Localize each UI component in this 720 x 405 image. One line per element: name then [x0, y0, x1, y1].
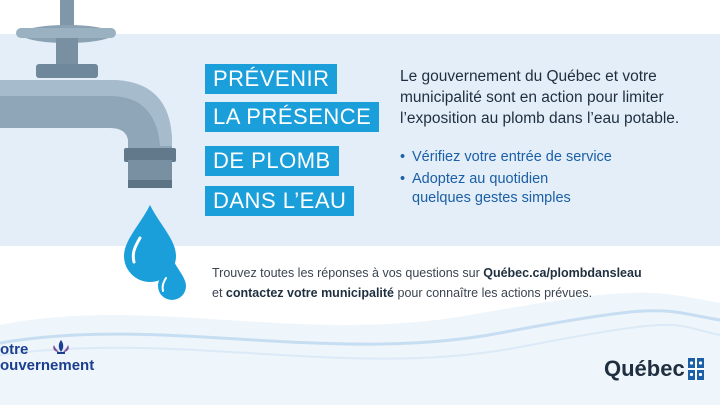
- intro-line: municipalité sont en action pour limiter: [400, 89, 664, 106]
- bullet-text: quelques gestes simples: [412, 190, 571, 206]
- intro-line: l’exposition au plomb dans l’eau potable.: [400, 110, 680, 127]
- bullet-item: [400, 148, 612, 167]
- info-text: [212, 263, 642, 303]
- title-line-4: DANS L’EAU: [205, 186, 354, 216]
- info-text-prefix: et: [212, 286, 226, 300]
- bullet-item: [400, 170, 612, 208]
- votre-gouvernement-line: ouvernement: [0, 357, 95, 374]
- intro-text: [400, 66, 720, 129]
- bullet-dot-icon: •: [400, 149, 406, 165]
- faucet-icon: [0, 0, 200, 300]
- title-line-2: LA PRÉSENCE: [205, 102, 379, 132]
- bullet-text: Vérifiez votre entrée de service: [412, 149, 612, 165]
- bullet-list: [400, 148, 612, 211]
- quebec-flag-icon: [688, 358, 704, 380]
- title-line-1: PRÉVENIR: [205, 64, 337, 94]
- intro-line: Le gouvernement du Québec et votre: [400, 68, 657, 85]
- quebec-logo: [604, 357, 704, 381]
- votre-gouvernement-logo: [0, 342, 110, 382]
- fleur-de-lys-icon: [50, 340, 72, 358]
- bullet-text: Adoptez au quotidien: [412, 171, 549, 187]
- info-text-prefix: Trouvez toutes les réponses à vos questions sur: [212, 266, 484, 280]
- contact-municipality-text: contactez votre municipalité: [225, 286, 395, 300]
- quebec-wordmark: Québec: [604, 356, 685, 381]
- quebec-link[interactable]: Québec.ca/plombdansleau: [483, 266, 642, 280]
- title-line-3: DE PLOMB: [205, 146, 339, 176]
- info-text-suffix: pour connaître les actions prévues.: [394, 286, 593, 300]
- bullet-dot-icon: •: [400, 171, 406, 187]
- votre-gouvernement-line: otre: [0, 341, 29, 358]
